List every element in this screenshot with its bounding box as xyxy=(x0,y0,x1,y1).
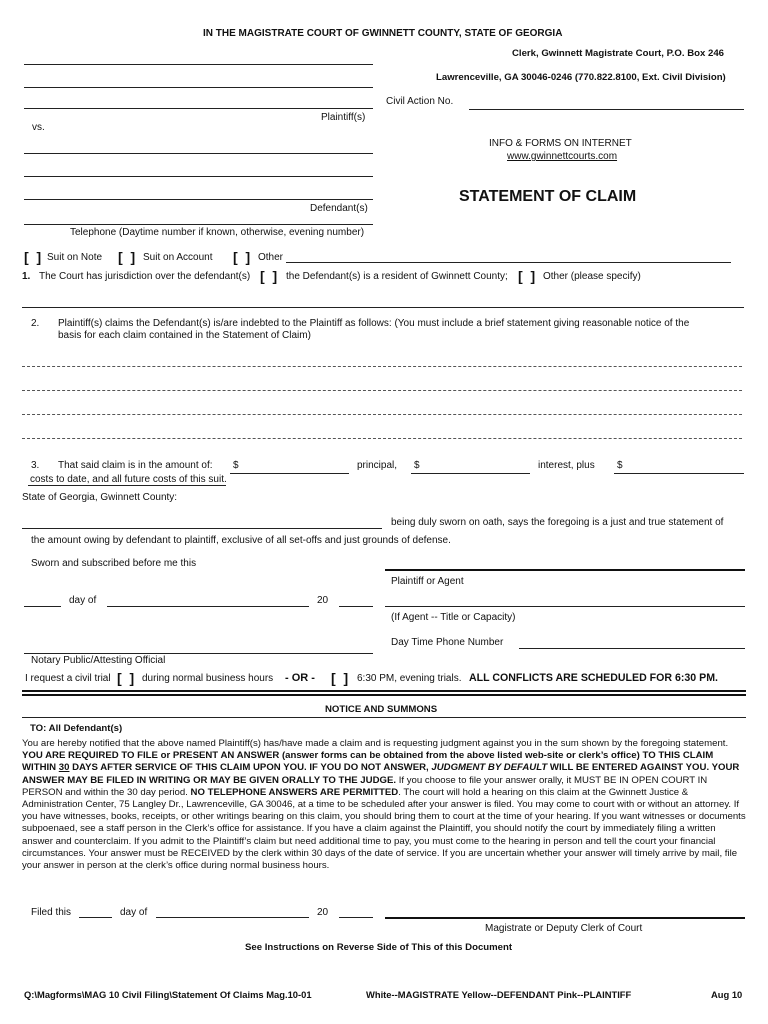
notice-paragraph xyxy=(22,738,746,872)
amount-field[interactable] xyxy=(230,473,349,474)
instructions-note: See Instructions on Reverse Side of This of this Document xyxy=(245,942,513,953)
civil-action-label: Civil Action No. xyxy=(386,96,454,107)
divider xyxy=(22,717,746,718)
normal-hours-label: during normal business hours xyxy=(142,673,274,684)
agent-title-line[interactable] xyxy=(385,606,745,607)
telephone-label: Telephone (Daytime number if known, otherwise, evening number) xyxy=(70,227,365,238)
interest-label: interest, plus xyxy=(538,460,595,471)
trial-request-label: I request a civil trial xyxy=(25,673,111,684)
filed-year-field[interactable] xyxy=(339,917,373,918)
notice-text-2: . The court will hold a hearing on this claim at the Gwinnett Justice & Administration Center, 75 Langley Dr., Lawrenceville, GA 30046, at a time to be scheduled after your answer is filed. You may come to court with or without an attorney. If you have witnesses, books, receipts, or other writings bearing on this claim, you should bring them to court at the time of your hearing. If you want witnesses or documents subpoenaed, see a staff person in the Clerk’s office for assistance. If you have a claim against the Plaintiff, you should notify the court by immediately filing a written answer and counterclaim. If you admit to the Plaintiff’s claim but need additional time to pay, you must come to the hearing in person and tell the court your financial circumstances. Your answer must be RECEIVED by the clerk within 30 days of the date of service. If you are uncertain whether your answer will timely arrive by mail, file your answer in person at the clerk’s office during normal business hours. xyxy=(22,786,746,872)
other-claim-checkbox[interactable]: [ ] xyxy=(233,249,251,265)
suit-on-note-checkbox[interactable]: [ ] xyxy=(24,249,42,265)
suit-on-account-label: Suit on Account xyxy=(143,252,213,263)
agent-title-label: (If Agent -- Title or Capacity) xyxy=(391,612,516,623)
plaintiff-line-3[interactable] xyxy=(24,108,373,109)
principal-label: principal, xyxy=(357,460,398,471)
defendant-line-2[interactable] xyxy=(24,176,373,177)
evening-trial-checkbox[interactable]: [ ] xyxy=(331,670,349,686)
resident-label: the Defendant(s) is a resident of Gwinnett County; xyxy=(286,271,508,282)
owing-text: the amount owing by defendant to plaintiff, exclusive of all set-offs and just grounds of defense. xyxy=(31,535,451,546)
state-county-label: State of Georgia, Gwinnett County: xyxy=(22,492,178,503)
year-field[interactable] xyxy=(339,606,373,607)
other-claim-field[interactable] xyxy=(286,262,731,263)
notary-label: Notary Public/Attesting Official xyxy=(31,655,166,666)
dollar-sign: $ xyxy=(414,460,420,471)
month-field[interactable] xyxy=(107,606,309,607)
footer-date: Aug 10 xyxy=(711,989,743,1000)
principal-field[interactable] xyxy=(411,473,530,474)
notice-default: JUDGMENT BY DEFAULT xyxy=(431,762,548,774)
court-title: IN THE MAGISTRATE COURT OF GWINNETT COUNTY, STATE OF GEORGIA xyxy=(203,28,563,39)
defendant-line-1[interactable] xyxy=(24,153,373,154)
affiant-name-field[interactable] xyxy=(22,528,382,529)
evening-label: 6:30 PM, evening trials. xyxy=(357,673,462,684)
phone-field[interactable] xyxy=(519,648,745,649)
jurisdiction-other-field[interactable] xyxy=(22,307,744,308)
day-field[interactable] xyxy=(24,606,61,607)
divider xyxy=(22,694,746,696)
plaintiff-label: Plaintiff(s) xyxy=(321,112,366,123)
website-link[interactable]: www.gwinnettcourts.com xyxy=(507,151,618,162)
conflicts-note: ALL CONFLICTS ARE SCHEDULED FOR 6:30 PM. xyxy=(469,672,718,684)
notice-30-days: 30 xyxy=(58,762,70,774)
interest-field[interactable] xyxy=(614,473,744,474)
defendant-label: Defendant(s) xyxy=(310,203,368,214)
claim-statement-line-3[interactable] xyxy=(22,414,742,415)
year-prefix: 20 xyxy=(317,595,329,606)
defendant-line-3[interactable] xyxy=(24,199,373,200)
plaintiff-line-1[interactable] xyxy=(24,64,373,65)
item-2-line1: Plaintiff(s) claims the Defendant(s) is/are indebted to the Plaintiff as follows: (You must include a brief statement giving reasonable notice of the xyxy=(58,318,690,329)
claim-statement-line-2[interactable] xyxy=(22,390,742,391)
claim-statement-line-4[interactable] xyxy=(22,438,742,439)
item-3-number: 3. xyxy=(31,460,40,471)
clerk-address-line2: Lawrenceville, GA 30046-0246 (770.822.8100, Ext. Civil Division) xyxy=(436,72,726,83)
item-2-line2: basis for each claim contained in the Statement of Claim) xyxy=(58,330,311,341)
filed-this-label: Filed this xyxy=(31,907,72,918)
notice-bold-1: YOU ARE REQUIRED TO FILE or PRESENT AN ANSWER (answer forms can be obtained from the above listed web-site or clerk’s office) TO THIS CLAIM WITHIN xyxy=(22,750,714,774)
claim-statement-line-1[interactable] xyxy=(22,366,742,367)
clerk-label: Magistrate or Deputy Clerk of Court xyxy=(485,923,643,934)
or-label: - OR - xyxy=(285,672,315,684)
suit-on-account-checkbox[interactable]: [ ] xyxy=(118,249,136,265)
notice-no-phone: NO TELEPHONE ANSWERS ARE PERMITTED xyxy=(190,786,399,798)
clerk-address-line1: Clerk, Gwinnett Magistrate Court, P.O. Box 246 xyxy=(512,48,725,59)
resident-checkbox[interactable]: [ ] xyxy=(260,268,278,284)
footer-path: Q:\Magforms\MAG 10 Civil Filing\Statement Of Claims Mag.10-01 xyxy=(24,989,312,1000)
jurisdiction-other-checkbox[interactable]: [ ] xyxy=(518,268,536,284)
notice-bold-3: WILL BE ENTERED AGAINST YOU. YOUR ANSWER MAY BE FILED IN WRITING OR MAY BE GIVEN ORALLY TO THE JUDGE. xyxy=(22,762,740,786)
notice-intro: You are hereby notified that the above named Plaintiff(s) has/have made a claim and is requesting judgment against you in the sum shown by the foregoing statement. xyxy=(22,738,729,749)
normal-hours-checkbox[interactable]: [ ] xyxy=(117,670,135,686)
notary-signature-line[interactable] xyxy=(24,653,373,654)
vs-label: vs. xyxy=(32,122,45,133)
phone-label: Day Time Phone Number xyxy=(391,637,504,648)
costs-underline xyxy=(28,485,226,486)
plaintiff-line-2[interactable] xyxy=(24,87,373,88)
subscribed-text: Sworn and subscribed before me this xyxy=(31,558,197,569)
telephone-line[interactable] xyxy=(24,224,373,225)
plaintiff-signature-line[interactable] xyxy=(385,569,745,571)
info-forms-label: INFO & FORMS ON INTERNET xyxy=(489,138,632,149)
suit-on-note-label: Suit on Note xyxy=(47,252,103,263)
dollar-sign: $ xyxy=(233,460,239,471)
jurisdiction-text: The Court has jurisdiction over the defendant(s) xyxy=(39,271,251,282)
item-1-number: 1. xyxy=(22,271,31,282)
divider xyxy=(22,690,746,692)
item-2-number: 2. xyxy=(31,318,40,329)
footer-copies: White--MAGISTRATE Yellow--DEFENDANT Pink--PLAINTIFF xyxy=(366,989,632,1000)
dollar-sign: $ xyxy=(617,460,623,471)
costs-text: costs to date, and all future costs of this suit. xyxy=(30,474,227,485)
notice-heading: NOTICE AND SUMMONS xyxy=(325,704,438,715)
notice-bold-2: DAYS AFTER SERVICE OF THIS CLAIM UPON YOU. IF YOU DO NOT ANSWER, xyxy=(72,762,429,774)
filed-day-of-label: day of xyxy=(120,907,148,918)
item-3-text: That said claim is in the amount of: xyxy=(58,460,213,471)
jurisdiction-other-label: Other (please specify) xyxy=(543,271,641,282)
clerk-signature-line[interactable] xyxy=(385,917,745,919)
to-defendants: TO: All Defendant(s) xyxy=(30,723,123,734)
filed-day-field[interactable] xyxy=(79,917,112,918)
sworn-text: being duly sworn on oath, says the foregoing is a just and true statement of xyxy=(391,517,724,528)
civil-action-field[interactable] xyxy=(469,109,744,110)
day-of-label: day of xyxy=(69,595,97,606)
filed-year-prefix: 20 xyxy=(317,907,329,918)
filed-month-field[interactable] xyxy=(156,917,309,918)
other-claim-label: Other xyxy=(258,252,284,263)
notice-text-1: If you choose to file your answer orally, it MUST BE IN OPEN COURT IN PERSON and within the 30 day period. xyxy=(22,774,708,798)
form-title: STATEMENT OF CLAIM xyxy=(459,188,637,205)
plaintiff-agent-label: Plaintiff or Agent xyxy=(391,576,464,587)
